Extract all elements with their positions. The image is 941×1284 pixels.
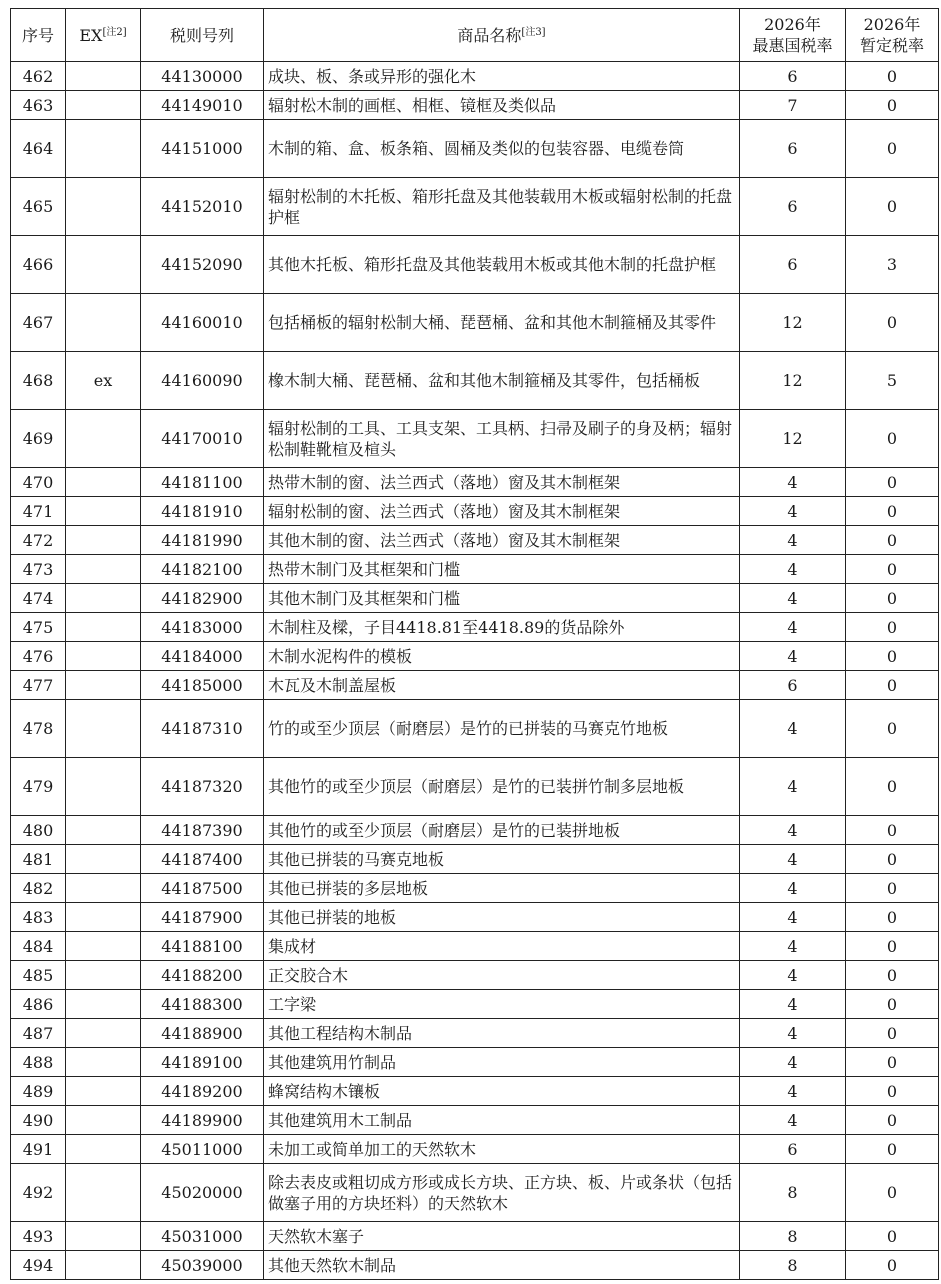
cell-ex [66,1106,141,1135]
cell-code: 44181910 [141,497,264,526]
cell-mfn-rate: 6 [740,120,846,178]
cell-seq: 486 [11,990,66,1019]
cell-seq: 479 [11,758,66,816]
table-row [11,468,939,497]
header-name: 商品名称[注3] [264,9,740,62]
table-row [11,903,939,932]
table-row [11,410,939,468]
header-code: 税则号列 [141,9,264,62]
cell-code: 44160090 [141,352,264,410]
cell-name: 热带木制的窗、法兰西式（落地）窗及其木制框架 [264,468,740,497]
cell-seq: 493 [11,1222,66,1251]
cell-code: 44182900 [141,584,264,613]
cell-seq: 473 [11,555,66,584]
table-row [11,294,939,352]
table-row [11,990,939,1019]
cell-mfn-rate: 8 [740,1222,846,1251]
cell-ex [66,468,141,497]
cell-name: 其他已拼装的多层地板 [264,874,740,903]
cell-ex [66,236,141,294]
cell-name: 木制水泥构件的模板 [264,642,740,671]
table-row [11,961,939,990]
table-row [11,1222,939,1251]
cell-code: 44149010 [141,91,264,120]
cell-code: 45011000 [141,1135,264,1164]
cell-provisional-rate: 0 [846,1164,939,1222]
cell-name: 其他已拼装的马赛克地板 [264,845,740,874]
cell-provisional-rate: 0 [846,294,939,352]
cell-name: 其他工程结构木制品 [264,1019,740,1048]
cell-provisional-rate: 3 [846,236,939,294]
cell-code: 44187400 [141,845,264,874]
cell-code: 44130000 [141,62,264,91]
header-mfn-rate: 2026年 最惠国税率 [740,9,846,62]
cell-code: 44181990 [141,526,264,555]
cell-provisional-rate: 0 [846,1106,939,1135]
cell-mfn-rate: 8 [740,1164,846,1222]
cell-ex [66,1135,141,1164]
cell-provisional-rate: 0 [846,990,939,1019]
table-row [11,526,939,555]
cell-name: 正交胶合木 [264,961,740,990]
header-ex: EX[注2] [66,9,141,62]
cell-name: 其他天然软木制品 [264,1251,740,1280]
cell-ex [66,903,141,932]
table-row [11,62,939,91]
cell-name: 其他木制的窗、法兰西式（落地）窗及其木制框架 [264,526,740,555]
cell-seq: 466 [11,236,66,294]
table-row [11,671,939,700]
cell-code: 44185000 [141,671,264,700]
cell-code: 44187390 [141,816,264,845]
cell-ex [66,91,141,120]
cell-mfn-rate: 12 [740,410,846,468]
cell-provisional-rate: 0 [846,555,939,584]
cell-mfn-rate: 4 [740,526,846,555]
cell-name: 其他竹的或至少顶层（耐磨层）是竹的已装拼地板 [264,816,740,845]
cell-code: 44152090 [141,236,264,294]
cell-ex [66,874,141,903]
cell-ex [66,613,141,642]
cell-code: 44170010 [141,410,264,468]
cell-ex [66,758,141,816]
cell-code: 44188900 [141,1019,264,1048]
cell-name: 天然软木塞子 [264,1222,740,1251]
cell-mfn-rate: 4 [740,816,846,845]
cell-code: 44187900 [141,903,264,932]
cell-name: 包括桶板的辐射松制大桶、琵琶桶、盆和其他木制箍桶及其零件 [264,294,740,352]
cell-provisional-rate: 0 [846,903,939,932]
cell-name: 除去表皮或粗切成方形或成长方块、正方块、板、片或条状（包括做塞子用的方块坯料）的天然软木 [264,1164,740,1222]
cell-seq: 468 [11,352,66,410]
cell-provisional-rate: 0 [846,758,939,816]
cell-mfn-rate: 4 [740,700,846,758]
cell-mfn-rate: 4 [740,990,846,1019]
cell-mfn-rate: 6 [740,62,846,91]
cell-seq: 469 [11,410,66,468]
cell-seq: 483 [11,903,66,932]
cell-provisional-rate: 0 [846,816,939,845]
cell-ex [66,584,141,613]
cell-code: 44183000 [141,613,264,642]
cell-seq: 482 [11,874,66,903]
table-row [11,352,939,410]
cell-mfn-rate: 12 [740,294,846,352]
cell-name: 橡木制大桶、琵琶桶、盆和其他木制箍桶及其零件，包括桶板 [264,352,740,410]
cell-mfn-rate: 4 [740,1048,846,1077]
cell-code: 44189900 [141,1106,264,1135]
cell-provisional-rate: 0 [846,178,939,236]
cell-name: 辐射松木制的画框、相框、镜框及类似品 [264,91,740,120]
cell-mfn-rate: 4 [740,642,846,671]
cell-provisional-rate: 0 [846,671,939,700]
cell-code: 45031000 [141,1222,264,1251]
cell-ex [66,671,141,700]
cell-mfn-rate: 6 [740,236,846,294]
table-row [11,1164,939,1222]
cell-seq: 489 [11,1077,66,1106]
cell-seq: 494 [11,1251,66,1280]
cell-mfn-rate: 4 [740,584,846,613]
cell-mfn-rate: 12 [740,352,846,410]
cell-ex [66,62,141,91]
cell-mfn-rate: 4 [740,497,846,526]
cell-code: 44188100 [141,932,264,961]
cell-provisional-rate: 0 [846,468,939,497]
cell-code: 44187310 [141,700,264,758]
cell-name: 热带木制门及其框架和门槛 [264,555,740,584]
header-ex-note: [注2] [102,26,127,38]
cell-name: 其他建筑用木工制品 [264,1106,740,1135]
cell-ex [66,816,141,845]
cell-ex [66,178,141,236]
table-row [11,584,939,613]
cell-ex [66,700,141,758]
cell-ex [66,961,141,990]
cell-provisional-rate: 0 [846,961,939,990]
table-row [11,1251,939,1280]
cell-name: 木制的箱、盒、板条箱、圆桶及类似的包装容器、电缆卷筒 [264,120,740,178]
cell-seq: 464 [11,120,66,178]
table-row [11,700,939,758]
cell-seq: 481 [11,845,66,874]
cell-provisional-rate: 0 [846,1019,939,1048]
cell-provisional-rate: 0 [846,497,939,526]
cell-name: 竹的或至少顶层（耐磨层）是竹的已拼装的马赛克竹地板 [264,700,740,758]
table-row [11,497,939,526]
cell-seq: 465 [11,178,66,236]
table-row [11,613,939,642]
cell-name: 蜂窝结构木镶板 [264,1077,740,1106]
cell-name: 集成材 [264,932,740,961]
cell-code: 44188200 [141,961,264,990]
table-row [11,1077,939,1106]
cell-seq: 467 [11,294,66,352]
cell-seq: 476 [11,642,66,671]
header-name-note: [注3] [521,26,546,38]
table-row [11,91,939,120]
cell-provisional-rate: 0 [846,700,939,758]
table-row [11,178,939,236]
cell-name: 成块、板、条或异形的强化木 [264,62,740,91]
table-row [11,1048,939,1077]
cell-ex [66,1222,141,1251]
table-body [11,62,939,1280]
cell-ex [66,1164,141,1222]
cell-mfn-rate: 4 [740,1106,846,1135]
tariff-table [10,8,939,1280]
cell-ex [66,932,141,961]
cell-code: 44189200 [141,1077,264,1106]
cell-provisional-rate: 0 [846,1135,939,1164]
cell-ex [66,555,141,584]
cell-seq: 471 [11,497,66,526]
cell-seq: 475 [11,613,66,642]
cell-provisional-rate: 0 [846,1251,939,1280]
cell-name: 辐射松制的木托板、箱形托盘及其他装载用木板或辐射松制的托盘护框 [264,178,740,236]
cell-provisional-rate: 0 [846,932,939,961]
cell-mfn-rate: 4 [740,961,846,990]
table-row [11,236,939,294]
cell-seq: 470 [11,468,66,497]
cell-name: 工字梁 [264,990,740,1019]
table-row [11,845,939,874]
cell-mfn-rate: 4 [740,1077,846,1106]
cell-name: 未加工或简单加工的天然软木 [264,1135,740,1164]
cell-provisional-rate: 0 [846,874,939,903]
cell-mfn-rate: 4 [740,555,846,584]
cell-name: 其他木制门及其框架和门槛 [264,584,740,613]
table-row [11,1019,939,1048]
cell-mfn-rate: 4 [740,932,846,961]
cell-code: 44188300 [141,990,264,1019]
cell-seq: 474 [11,584,66,613]
cell-seq: 477 [11,671,66,700]
table-row [11,874,939,903]
header-seq: 序号 [11,9,66,62]
cell-seq: 485 [11,961,66,990]
cell-provisional-rate: 0 [846,1077,939,1106]
cell-code: 45020000 [141,1164,264,1222]
cell-provisional-rate: 0 [846,1048,939,1077]
cell-name: 其他已拼装的地板 [264,903,740,932]
cell-mfn-rate: 6 [740,1135,846,1164]
cell-name: 辐射松制的窗、法兰西式（落地）窗及其木制框架 [264,497,740,526]
table-row [11,642,939,671]
cell-mfn-rate: 8 [740,1251,846,1280]
cell-mfn-rate: 6 [740,178,846,236]
cell-ex [66,845,141,874]
cell-provisional-rate: 0 [846,91,939,120]
cell-mfn-rate: 6 [740,671,846,700]
table-row [11,758,939,816]
cell-ex [66,294,141,352]
cell-code: 44151000 [141,120,264,178]
cell-provisional-rate: 0 [846,845,939,874]
cell-ex [66,1048,141,1077]
cell-seq: 462 [11,62,66,91]
cell-mfn-rate: 4 [740,468,846,497]
cell-name: 木制柱及樑，子目4418.81至4418.89的货品除外 [264,613,740,642]
cell-code: 44152010 [141,178,264,236]
cell-code: 44187500 [141,874,264,903]
cell-name: 其他建筑用竹制品 [264,1048,740,1077]
cell-provisional-rate: 0 [846,613,939,642]
cell-code: 44189100 [141,1048,264,1077]
table-row [11,1106,939,1135]
cell-seq: 491 [11,1135,66,1164]
cell-mfn-rate: 4 [740,613,846,642]
cell-seq: 484 [11,932,66,961]
cell-mfn-rate: 4 [740,874,846,903]
cell-seq: 487 [11,1019,66,1048]
cell-ex [66,990,141,1019]
cell-mfn-rate: 4 [740,1019,846,1048]
cell-name: 木瓦及木制盖屋板 [264,671,740,700]
cell-seq: 463 [11,91,66,120]
table-row [11,555,939,584]
cell-code: 44182100 [141,555,264,584]
cell-code: 44160010 [141,294,264,352]
table-row [11,1135,939,1164]
cell-seq: 480 [11,816,66,845]
cell-provisional-rate: 0 [846,642,939,671]
cell-code: 44187320 [141,758,264,816]
cell-provisional-rate: 0 [846,526,939,555]
table-row [11,816,939,845]
cell-provisional-rate: 5 [846,352,939,410]
cell-ex [66,1077,141,1106]
cell-name: 其他竹的或至少顶层（耐磨层）是竹的已装拼竹制多层地板 [264,758,740,816]
cell-seq: 488 [11,1048,66,1077]
cell-seq: 492 [11,1164,66,1222]
cell-code: 44181100 [141,468,264,497]
cell-code: 44184000 [141,642,264,671]
cell-provisional-rate: 0 [846,410,939,468]
cell-ex [66,526,141,555]
cell-seq: 478 [11,700,66,758]
cell-name: 辐射松制的工具、工具支架、工具柄、扫帚及刷子的身及柄；辐射松制鞋靴楦及楦头 [264,410,740,468]
cell-ex [66,410,141,468]
cell-provisional-rate: 0 [846,62,939,91]
cell-ex: ex [66,352,141,410]
cell-ex [66,120,141,178]
header-provisional-rate: 2026年 暂定税率 [846,9,939,62]
cell-ex [66,497,141,526]
cell-seq: 472 [11,526,66,555]
cell-name: 其他木托板、箱形托盘及其他装载用木板或其他木制的托盘护框 [264,236,740,294]
cell-mfn-rate: 4 [740,903,846,932]
cell-provisional-rate: 0 [846,1222,939,1251]
cell-ex [66,642,141,671]
cell-ex [66,1019,141,1048]
cell-code: 45039000 [141,1251,264,1280]
cell-provisional-rate: 0 [846,584,939,613]
cell-mfn-rate: 7 [740,91,846,120]
header-row [11,9,939,62]
cell-ex [66,1251,141,1280]
cell-mfn-rate: 4 [740,758,846,816]
table-row [11,120,939,178]
cell-seq: 490 [11,1106,66,1135]
cell-mfn-rate: 4 [740,845,846,874]
cell-provisional-rate: 0 [846,120,939,178]
table-row [11,932,939,961]
